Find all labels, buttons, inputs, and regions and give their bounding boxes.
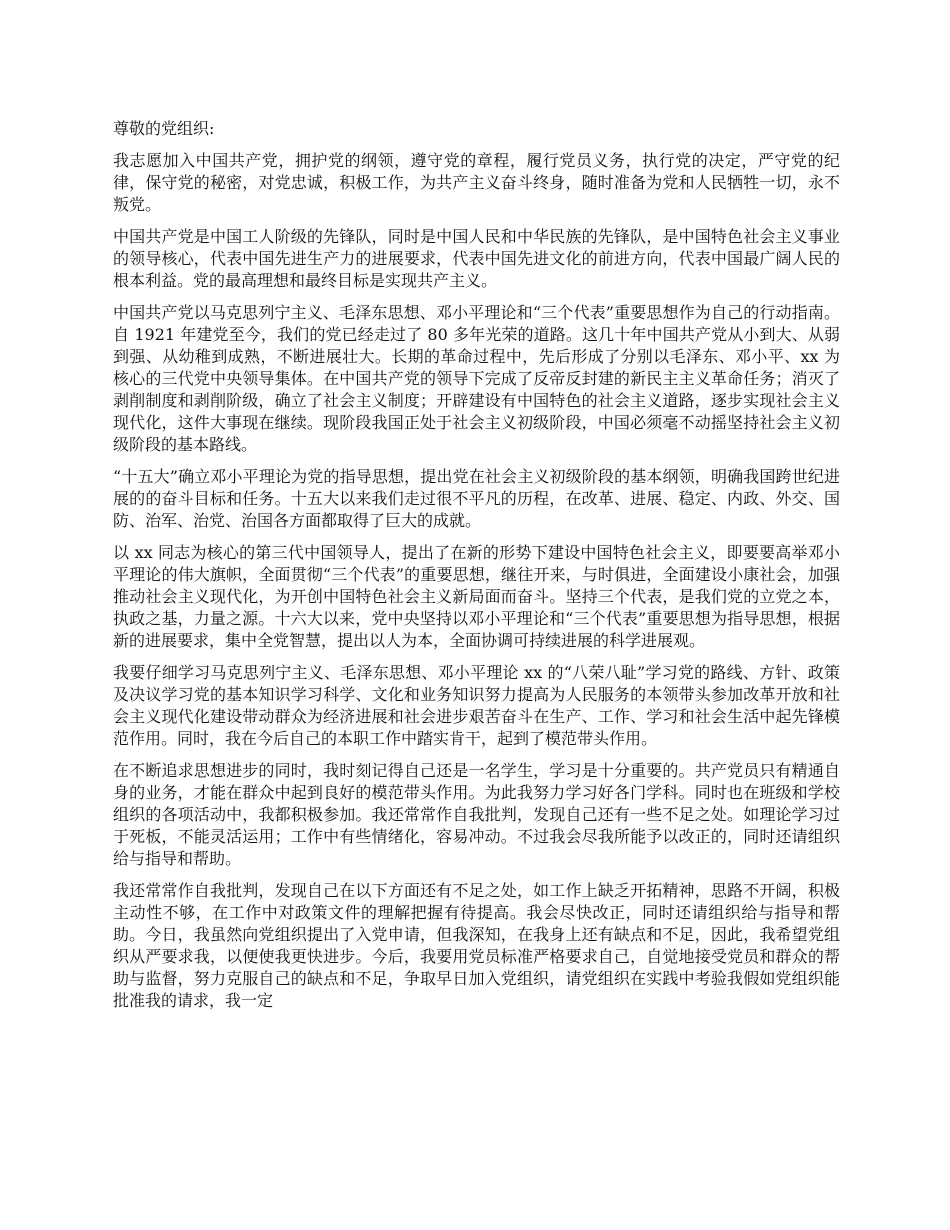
paragraph-study-plan: 我要仔细学习马克思列宁主义、毛泽东思想、邓小平理论 xx 的“八荣八耻”学习党的路线、方针、政策及决议学习党的基本知识学习科学、文化和业务知识努力提高为人民服务的本领带头参加改革开放和社会主义现代化建设带动群众为经济进展和社会进步艰苦奋斗在生产、工作、学习和社会生活中起先锋模范作用。同时，我在今后自己的本职工作中踏实肯干，起到了模范带头作用。 bbox=[113, 663, 840, 748]
document-page bbox=[113, 118, 840, 1022]
paragraph-party-nature: 中国共产党是中国工人阶级的先锋队，同时是中国人民和中华民族的先锋队，是中国特色社会主义事业的领导核心，代表中国先进生产力的进展要求，代表中国先进文化的前进方向，代表中国最广阔人民的根本利益。党的最高理想和最终目标是实现共产主义。 bbox=[113, 227, 840, 290]
paragraph-student-self: 在不断追求思想进步的同时，我时刻记得自己还是一名学生，学习是十分重要的。共产党员只有精通自身的业务，才能在群众中起到良好的模范带头作用。为此我努力学习好各门学科。同时也在班级和学校组织的各项活动中，我都积极参加。我还常常作自我批判，发现自己还有一些不足之处。如理论学习过于死板，不能灵活运用；工作中有些情绪化，容易冲动。不过我会尽我所能予以改正的，同时还请组织给与指导和帮助。 bbox=[113, 761, 840, 868]
paragraph-pledge: 我志愿加入中国共产党，拥护党的纲领，遵守党的章程，履行党员义务，执行党的决定，严守党的纪律，保守党的秘密，对党忠诚，积极工作，为共产主义奋斗终身，随时准备为党和人民牺牲一切，永不叛党。 bbox=[113, 151, 840, 214]
paragraph-third-generation: 以 xx 同志为核心的第三代中国领导人，提出了在新的形势下建设中国特色社会主义，即要要高举邓小平理论的伟大旗帜，全面贯彻“三个代表”的重要思想，继往开来，与时俱进，全面建设小康社会，加强推动社会主义现代化，为开创中国特色社会主义新局面而奋斗。坚持三个代表，是我们党的立党之本，执政之基，力量之源。十六大以来，党中央坚持以邓小平理论和“三个代表”重要思想为指导思想，根据新的进展要求，集中全党智慧，提出以人为本，全面协调可持续进展的科学进展观。 bbox=[113, 543, 840, 650]
salutation: 尊敬的党组织: bbox=[113, 119, 215, 138]
paragraph-self-criticism: 我还常常作自我批判，发现自己在以下方面还有不足之处，如工作上缺乏开拓精神，思路不开阔，积极主动性不够，在工作中对政策文件的理解把握有待提高。我会尽快改正，同时还请组织给与指导和帮助。今日，我虽然向党组织提出了入党申请，但我深知，在我身上还有缺点和不足，因此，我希望党组织从严要求我，以便使我更快进步。今后，我要用党员标准严格要求自己，自觉地接受党员和群众的帮助与监督，努力克服自己的缺点和不足，争取早日加入党组织，请党组织在实践中考验我假如党组织能批准我的请求，我一定 bbox=[113, 881, 840, 1010]
paragraph-guiding-ideology: 中国共产党以马克思列宁主义、毛泽东思想、邓小平理论和“三个代表”重要思想作为自己的行动指南。自 1921 年建党至今，我们的党已经走过了 80 多年光荣的道路。这几十年中国共产党从小到大、从弱到强、从幼稚到成熟，不断进展壮大。长期的革命过程中，先后形成了分别以毛泽东、邓小平、xx 为核心的三代党中央领导集体。在中国共产党的领导下完成了反帝反封建的新民主主义革命任务；消灭了剥削制度和剥削阶级，确立了社会主义制度；开辟建设有中国特色的社会主义道路，逐步实现社会主义现代化，这件大事现在继续。现阶段我国正处于社会主义初级阶段，中国必须毫不动摇坚持社会主义初级阶段的基本路线。 bbox=[113, 303, 840, 454]
paragraph-fifteenth-congress: “十五大”确立邓小平理论为党的指导思想，提出党在社会主义初级阶段的基本纲领，明确我国跨世纪进展的的奋斗目标和任务。十五大以来我们走过很不平凡的历程，在改革、进展、稳定、内政、外交、国防、治军、治党、治国各方面都取得了巨大的成就。 bbox=[113, 467, 840, 530]
